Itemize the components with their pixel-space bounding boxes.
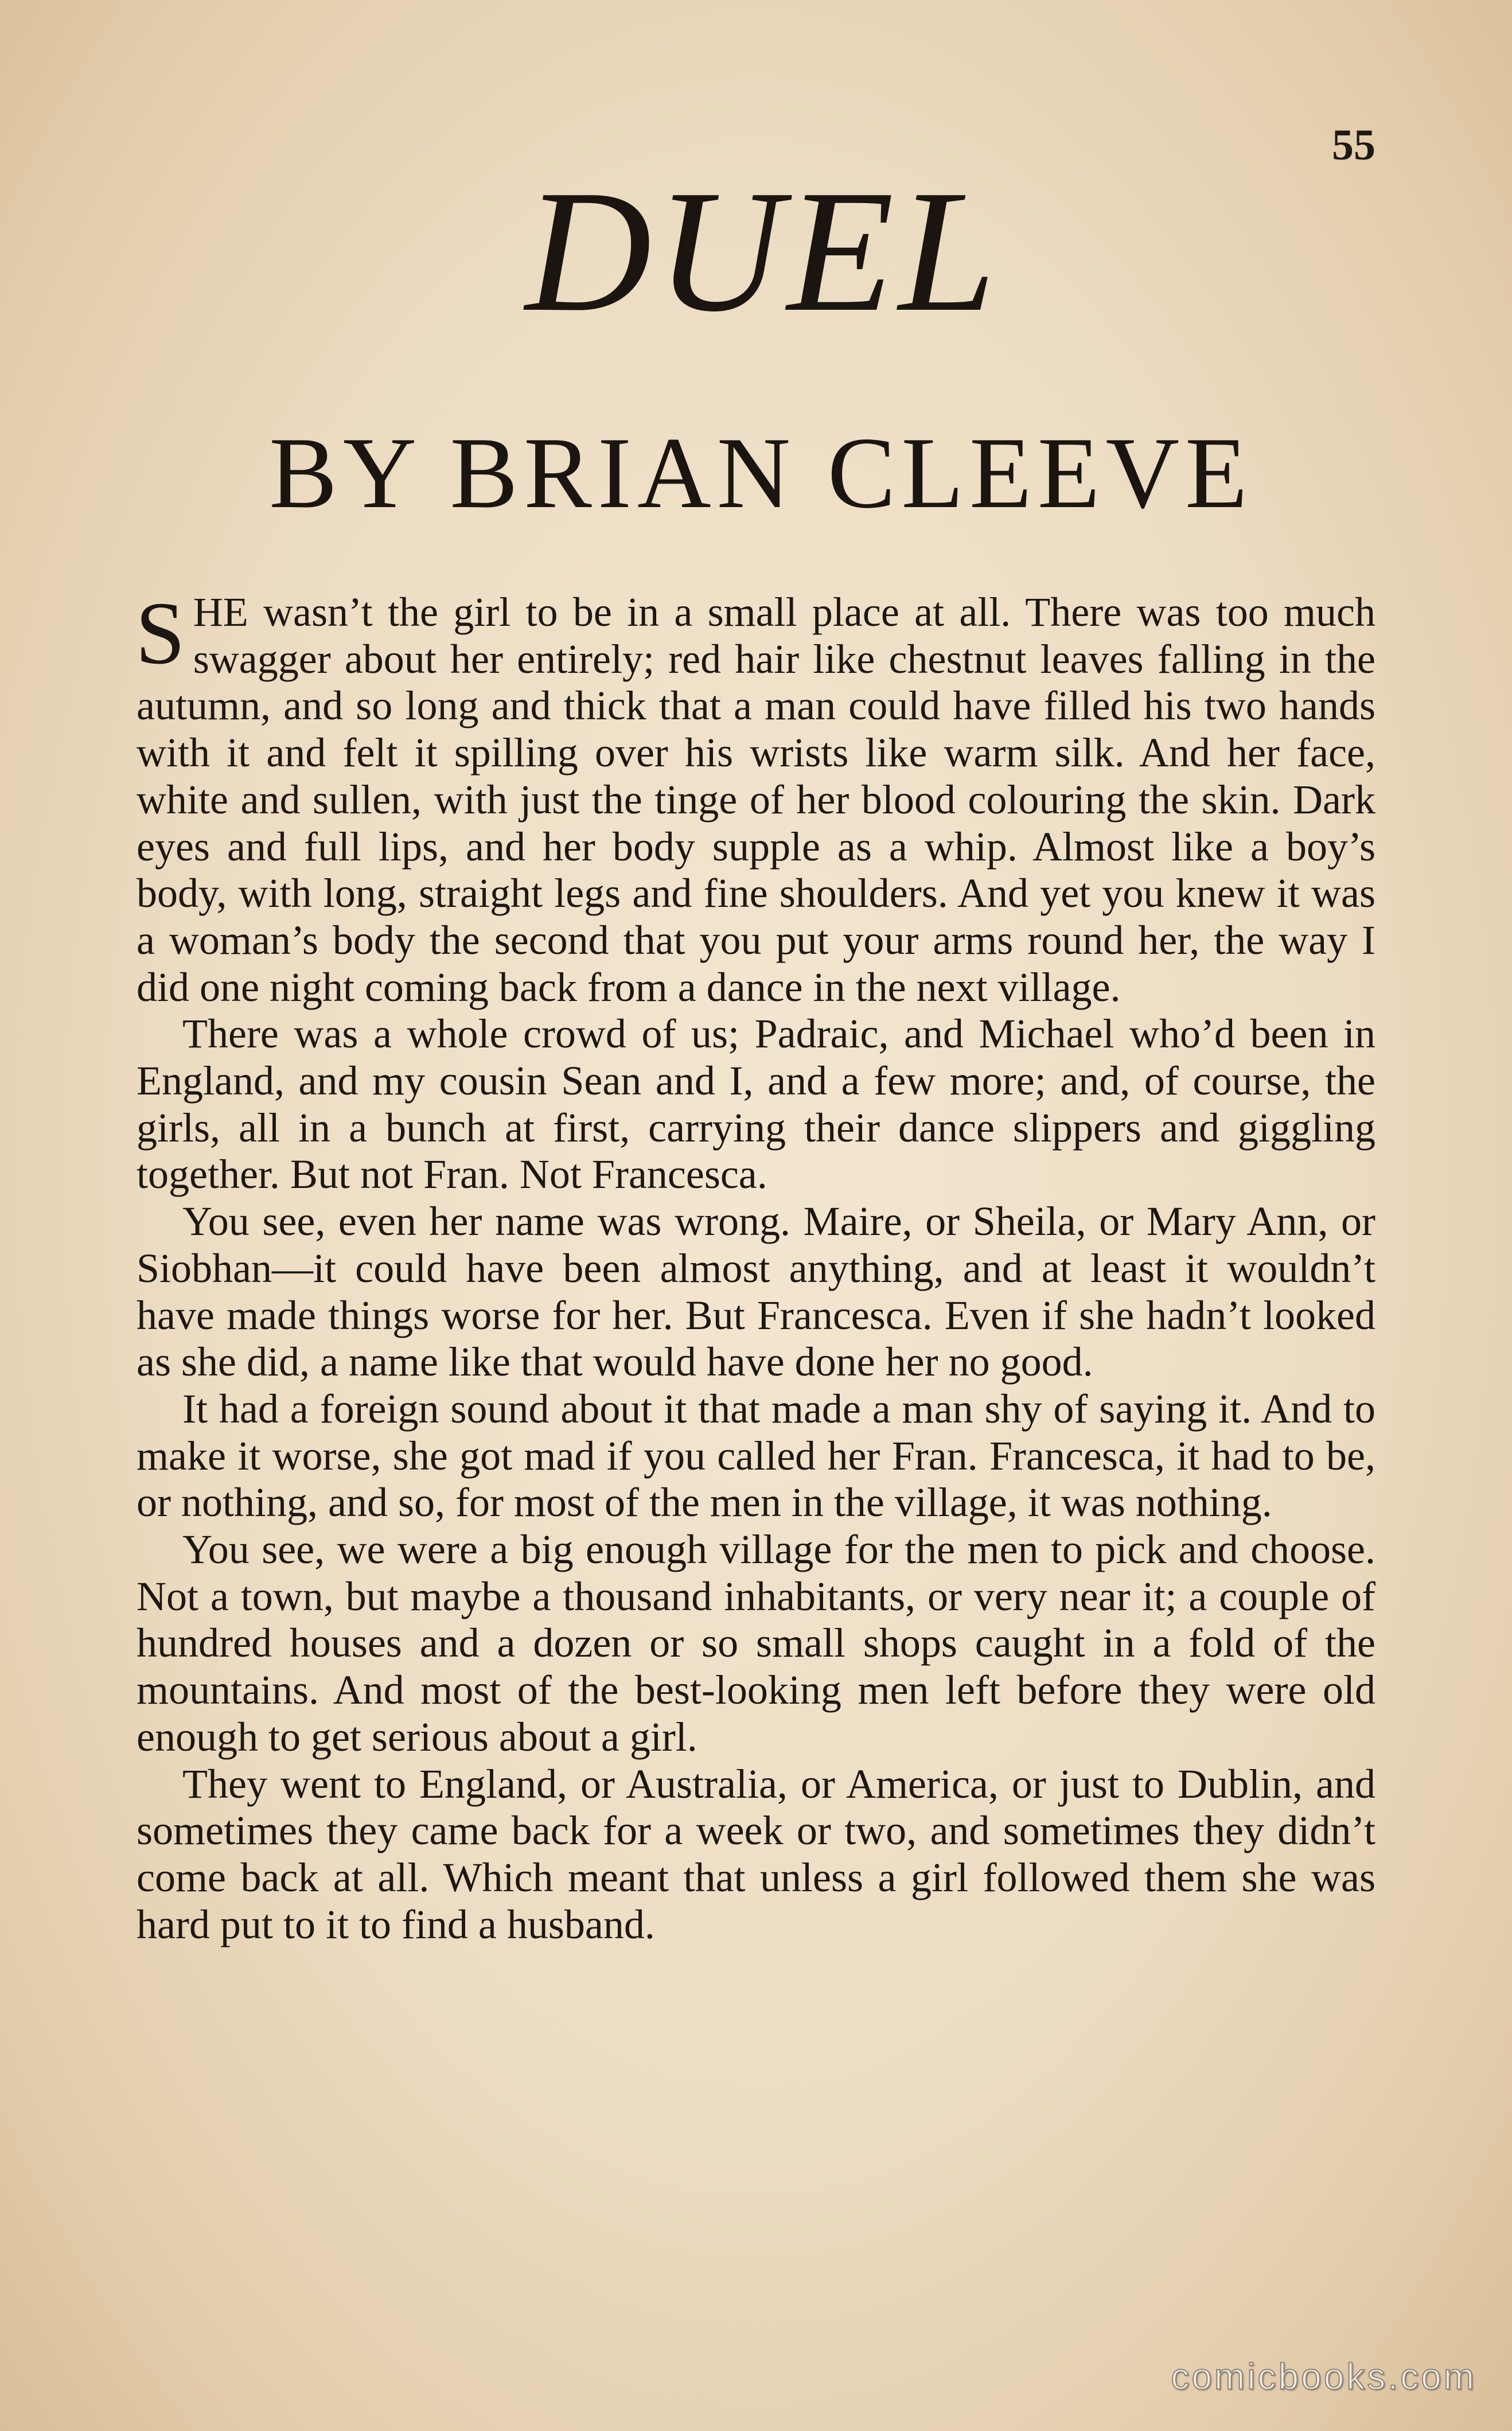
story-body <box>135 583 1375 1948</box>
site-watermark: comicbooks.com <box>1171 2356 1476 2397</box>
story-byline: BY BRIAN CLEEVE <box>269 416 1253 529</box>
paragraph-text: HE wasn’t the girl to be in a small place at all. There was too much swagger about her entirely; red hair like chestnut leaves falling in the autumn, and so long and thick that a man could have filled his two hands with it and felt it spilling over his wrists like warm silk. And her face, white and sullen, with just the tinge of her blood colouring the skin. Dark eyes and full lips, and her body supple as a whip. Almost like a boy’s body, with long, straight legs and fine shoulders. And yet you knew it was a woman’s body the second that you put your arms round her, the way I did one night coming back from a dance in the next village. <box>137 589 1375 1010</box>
story-paragraph: You see, we were a big enough village for the men to pick and choose. Not a town, but maybe a thousand inhabitants, or very near it; a couple of hundred houses and a dozen or so small shops caught in a fold of the mountains. And most of the best-looking men left before they were old enough to get serious about a girl. <box>137 1526 1375 1760</box>
story-paragraph <box>135 583 1375 1011</box>
story-paragraph: You see, even her name was wrong. Maire, or Sheila, or Mary Ann, or Siobhan—it could have been almost anything, and at least it wouldn’t have made things worse for her. But Francesca. Even if she hadn’t looked as she did, a name like that would have done her no good. <box>137 1198 1375 1385</box>
story-paragraph: It had a foreign sound about it that made a man shy of saying it. And to make it worse, she got mad if you called her Fran. Francesca, it had to be, or nothing, and so, for most of the men in the village, it was nothing. <box>137 1385 1375 1526</box>
story-title: DUEL <box>525 154 1001 348</box>
story-paragraph: They went to England, or Australia, or America, or just to Dublin, and sometimes they came back for a week or two, and sometimes they didn’t come back at all. Which meant that unless a girl followed them she was hard put to it to find a husband. <box>137 1760 1375 1947</box>
drop-cap: S <box>135 583 185 683</box>
page-number: 55 <box>1332 121 1375 169</box>
story-paragraph: There was a whole crowd of us; Padraic, and Michael who’d been in England, and my cousin Sean and I, and a few more; and, of course, the girls, all in a bunch at first, carrying their dance slippers and giggling together. But not Fran. Not Francesca. <box>137 1011 1375 1198</box>
